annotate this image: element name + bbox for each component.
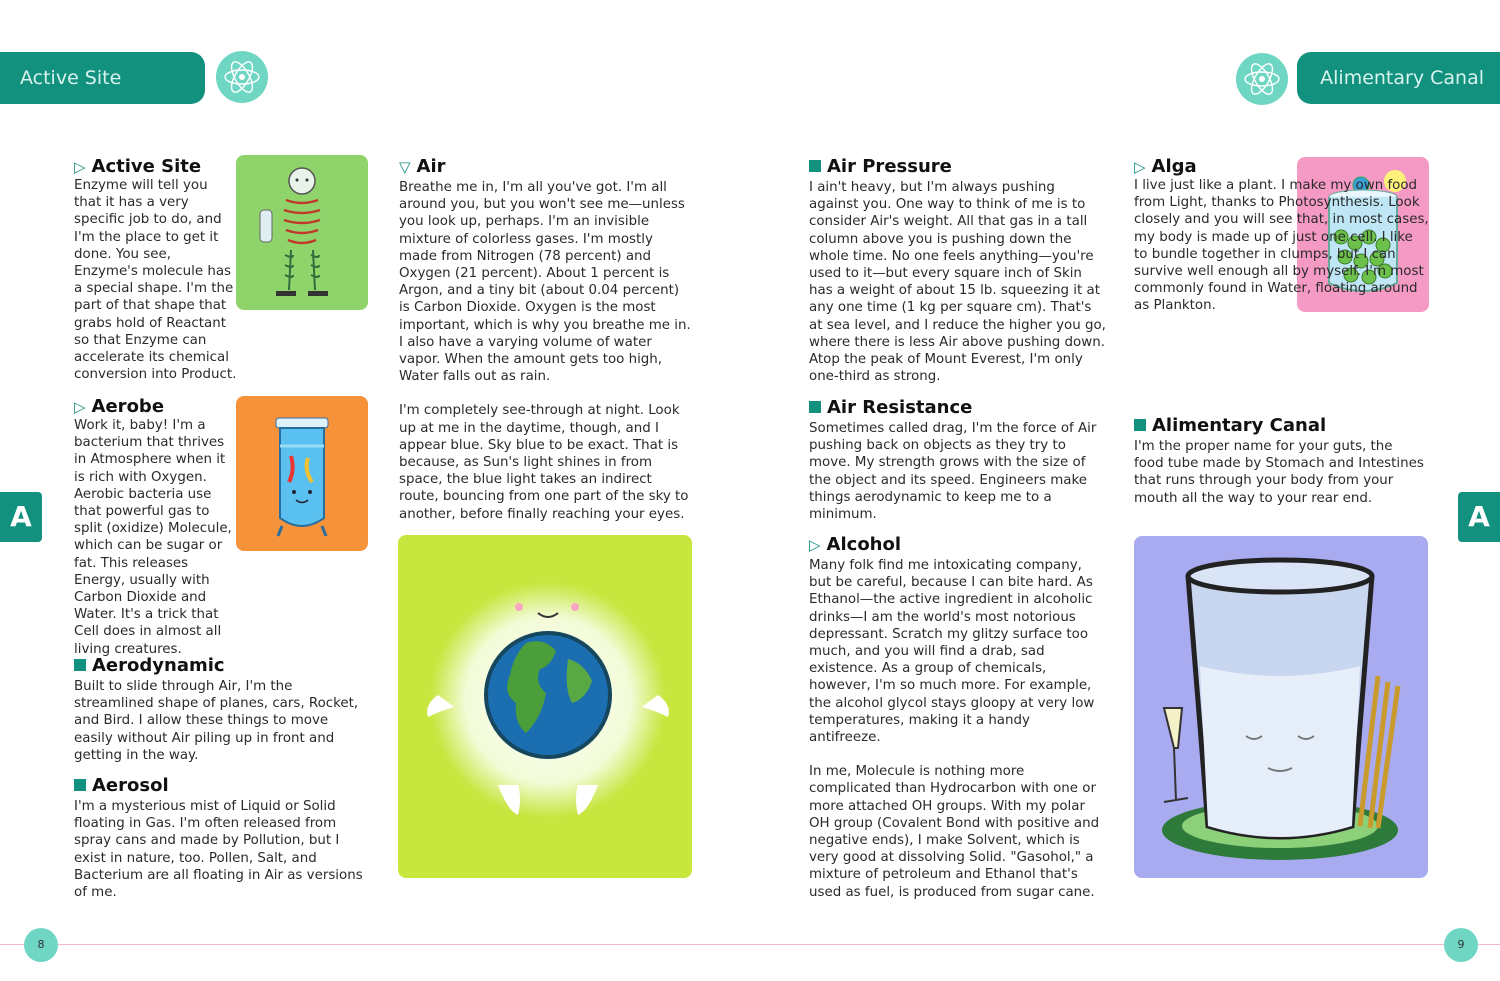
letter-tab-left: A <box>0 492 42 542</box>
header-tab-right: Alimentary Canal <box>1297 52 1500 104</box>
letter-tab-right: A <box>1458 492 1500 542</box>
triangle-right-icon: ▷ <box>1134 158 1146 176</box>
square-marker-icon <box>1134 419 1146 431</box>
header-tab-left: Active Site <box>0 52 205 104</box>
entry-title: Aerobe <box>91 396 165 417</box>
entry-text: Built to slide through Air, I'm the streamlined shape of planes, cars, Rocket, and Bird. I allow these things to move easily without Air piling up in front and getting in the way. <box>74 679 359 763</box>
entry-title: Alcohol <box>826 534 902 555</box>
square-marker-icon <box>809 401 821 413</box>
entry-title: Air Resistance <box>827 397 973 418</box>
entry-text: I ain't heavy, but I'm always pushing against you. One way to think of me is to consider Air's weight. All that gas in a tall column above you is pushing down the whole time. No one feels anything—you're used to it—but every square inch of Skin has a weight of about 15 lb. squeezing it at any one time (1 kg per square cm). That's at sea level, and I reduce the higher you go, where there is less Air above pushing down. Atop the peak of Mount Everest, I'm only one-third as strong. <box>809 180 1106 385</box>
entry-title: Aerosol <box>92 775 169 796</box>
entry-text <box>809 557 1101 901</box>
footer-divider <box>0 944 1500 945</box>
alcohol-paragraph-2: In me, Molecule is nothing more complicated than Hydrocarbon with one or more attached OH groups. With my polar OH group (Covalent Bond with positive and negative ends), I make Solvent, which is very good at dissolving Solid. "Gasohol," a mixture of petroleum and Ethanol that's used as fuel, is produced from sugar cane. <box>809 764 1100 900</box>
entry-text <box>74 177 239 383</box>
page-number-left: 8 <box>24 928 58 962</box>
entry-text <box>1134 177 1434 315</box>
active-site-text: Enzyme will tell you that it has a very specific job to do, and I'm the place to get it done. You see, Enzyme's molecule has a special shape. I'm the part of that shape that grabs hold of Reactant so that Enzyme can accelerate its chemical conversion into Product. <box>74 178 237 383</box>
entry-aerosol <box>74 776 374 901</box>
entry-text <box>399 179 694 523</box>
square-marker-icon <box>74 779 86 791</box>
triangle-right-icon: ▷ <box>809 536 821 554</box>
entry-alimentary-canal <box>1134 416 1434 507</box>
page-number-right: 9 <box>1444 928 1478 962</box>
entry-active-site <box>74 157 239 177</box>
square-marker-icon <box>74 659 86 671</box>
entry-alga <box>1134 157 1299 177</box>
entry-title: Air Pressure <box>827 156 952 177</box>
atom-icon <box>216 51 268 103</box>
entry-title: Active Site <box>91 156 202 177</box>
entry-title: Alimentary Canal <box>1152 415 1327 436</box>
entry-title: Aerodynamic <box>92 655 225 676</box>
entry-text: I'm the proper name for your guts, the food tube made by Stomach and Intestines that runs through your body from your mouth all the way to your rear end. <box>1134 439 1424 506</box>
entry-aerobe <box>74 397 239 417</box>
alcohol-paragraph-1: Many folk find me intoxicating company, but be careful, because I can bite hard. As Ethanol—the active ingredient in alcoholic drinks—I am the world's most notorious depressant. Scratch my glitzy surface too much, and you will find a drab, sad existence. As a group of chemicals, however, I'm so much more. For example, the alcohol glycol stays gloopy at very low temperatures, making it a handy antifreeze. <box>809 558 1095 746</box>
entry-text <box>74 417 239 658</box>
entry-air-resistance <box>809 398 1109 523</box>
square-marker-icon <box>809 160 821 172</box>
alcohol-glass-illustration <box>1134 536 1428 878</box>
entry-aerodynamic <box>74 656 374 764</box>
entry-title: Alga <box>1151 156 1197 177</box>
entry-air-pressure <box>809 157 1109 385</box>
air-paragraph-2: I'm completely see-through at night. Look up at me in the daytime, though, and I appear blue. Sky blue to be exact. That is because, as Sun's light shines in from space, the blue light takes an indirect route, bouncing from one part of the sky to another, before finally reaching your eyes. <box>399 403 689 522</box>
enzyme-illustration <box>236 155 368 310</box>
aerobe-illustration <box>236 396 368 551</box>
alga-text: I live just like a plant. I make my own food from Light, thanks to Photosynthesis. Look closely and you will see that, in most cases, my body is made up of just one cell. I like to bundle together in clumps, but I can survive well enough all by myself. I'm most commonly found in Water, floating around as Plankton. <box>1134 178 1429 314</box>
entry-alcohol <box>809 535 1109 918</box>
triangle-right-icon: ▷ <box>74 158 86 176</box>
entry-text: I'm a mysterious mist of Liquid or Solid floating in Gas. I'm often released from spray cans and made by Pollution, but I exist in nature, too. Pollen, Salt, and Bacterium are all floating in Air as versions of me. <box>74 799 363 901</box>
entry-text: Sometimes called drag, I'm the force of Air pushing back on objects as they try to move. My strength grows with the size of the object and its speed. Engineers make things aerodynamic to keep me to a minimum. <box>809 421 1097 523</box>
aerobe-text: Work it, baby! I'm a bacterium that thrives in Atmosphere when it is rich with Oxygen. Aerobic bacteria use that powerful gas to split (oxidize) Molecule, which can be sugar or fat. This releases Energy, usually with Carbon Dioxide and Water. It's a trick that Cell does in almost all living creatures. <box>74 418 232 657</box>
entry-air <box>399 157 694 540</box>
triangle-right-icon: ▷ <box>74 398 86 416</box>
air-paragraph-1: Breathe me in, I'm all you've got. I'm all around you, but you won't see me—unless you look up, perhaps. I'm an invisible mixture of colorless gases. I'm mostly made from Nitrogen (78 percent) and Oxygen (21 percent). About 1 percent is Argon, and a tiny bit (about 0.04 percent) is Carbon Dioxide. Oxygen is the most important, which is why you breathe me in. I also have a varying volume of water vapor. When the amount gets too high, Water falls out as rain. <box>399 180 691 385</box>
triangle-down-icon: ▽ <box>399 158 411 176</box>
air-earth-illustration <box>398 535 692 878</box>
entry-title: Air <box>416 156 446 177</box>
atom-icon <box>1236 53 1288 105</box>
